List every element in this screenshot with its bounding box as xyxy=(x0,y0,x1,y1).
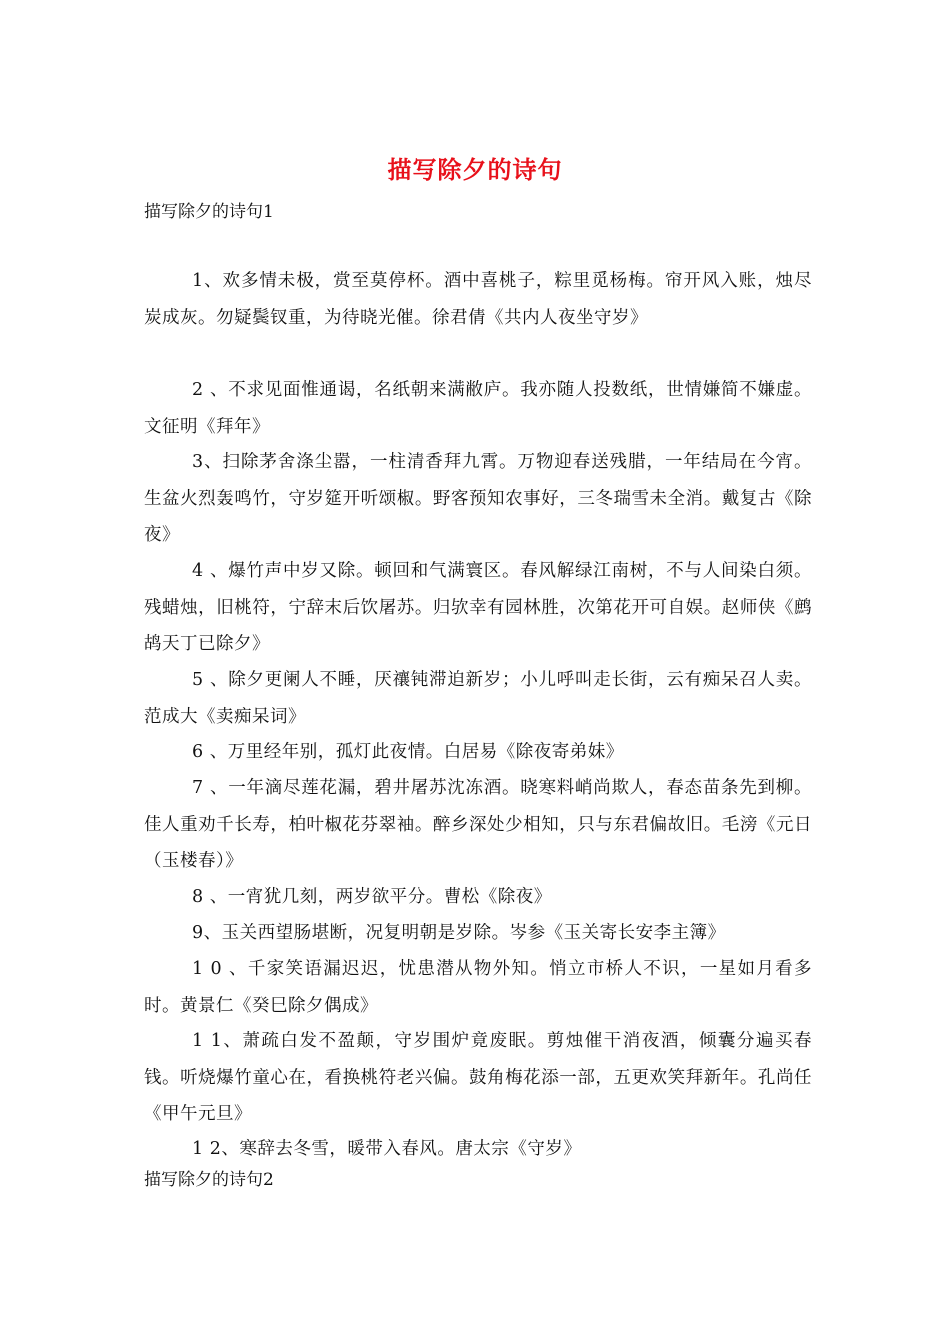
poem-item-10: 1 0 、千家笑语漏迟迟，忧患潜从物外知。悄立市桥人不识，一星如月看多时。黄景仁《癸巳除夕偶成》 xyxy=(144,959,812,1016)
poem-item-8: 8 、一宵犹几刻，两岁欲平分。曹松《除夜》 xyxy=(192,887,552,907)
poem-item-3: 3、扫除茅舍涤尘嚣，一柱清香拜九霄。万物迎春送残腊，一年结局在今宵。生盆火烈轰鸣竹，守岁筵开听颂椒。野客预知农事好，三冬瑞雪未全消。戴复古《除夜》 xyxy=(144,452,812,545)
document-title: 描写除夕的诗句 xyxy=(387,155,563,184)
poem-item-4: 4 、爆竹声中岁又除。顿回和气满寰区。春风解绿江南树，不与人间染白须。残蜡烛，旧桃符，宁辞末后饮屠苏。归欤幸有园林胜，次第花开可自娱。赵师侠《鹧鸪天丁已除夕》 xyxy=(144,561,812,654)
poem-item-6: 6 、万里经年别，孤灯此夜情。白居易《除夜寄弟妹》 xyxy=(192,742,624,762)
poem-item-2: 2 、不求见面惟通谒，名纸朝来满敝庐。我亦随人投数纸，世情嫌简不嫌虚。文征明《拜年》 xyxy=(144,380,812,437)
section-heading-2: 描写除夕的诗句2 xyxy=(144,1170,274,1190)
poem-item-12: 1 2、寒辞去冬雪，暖带入春风。唐太宗《守岁》 xyxy=(192,1139,582,1159)
poem-item-5: 5 、除夕更阑人不睡，厌禳钝滞迫新岁；小儿呼叫走长街，云有痴呆召人卖。范成大《卖痴呆词》 xyxy=(144,670,812,727)
poem-item-9: 9、玉关西望肠堪断，况复明朝是岁除。岑参《玉关寄长安李主簿》 xyxy=(192,923,726,943)
poem-item-1: 1、欢多情未极，赏至莫停杯。酒中喜桃子，粽里觅杨梅。帘开风入账，烛尽炭成灰。勿疑鬓钗重，为待晓光催。徐君倩《共内人夜坐守岁》 xyxy=(144,271,812,328)
poem-item-7: 7 、一年滴尽莲花漏，碧井屠苏沈冻酒。晓寒料峭尚欺人，春态苗条先到柳。佳人重劝千长寿，柏叶椒花芬翠袖。醉乡深处少相知，只与东君偏故旧。毛滂《元日（玉楼春）》 xyxy=(144,778,812,871)
section-heading-1: 描写除夕的诗句1 xyxy=(144,202,274,222)
poem-item-11: 1 1、萧疏白发不盈颠，守岁围炉竟废眠。剪烛催干消夜酒，倾囊分遍买春钱。听烧爆竹童心在，看换桃符老兴偏。鼓角梅花添一部，五更欢笑拜新年。孔尚任《甲午元旦》 xyxy=(144,1031,812,1124)
